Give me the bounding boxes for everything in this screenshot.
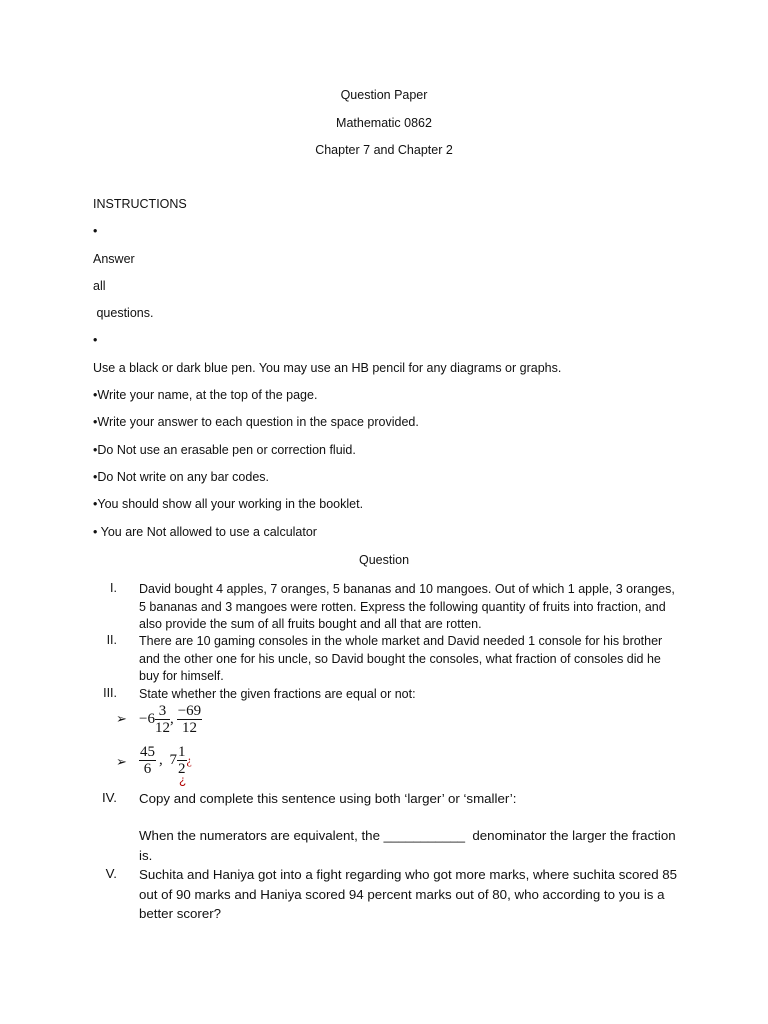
- question-text: There are 10 gaming consoles in the whole market and David needed 1 console for his brother and the other one for his uncle, so David bought the consoles, what fraction of consoles did he buy for himself.: [139, 634, 663, 683]
- section-title: Question: [358, 553, 410, 567]
- paper-chapters: Chapter 7 and Chapter 2: [315, 143, 453, 157]
- instruction-pen: Use a black or dark blue pen. You may use an HB pencil for any diagrams or graphs.: [93, 361, 562, 375]
- denominator: 12: [181, 720, 197, 736]
- numerator: 45: [140, 744, 155, 760]
- paper-subject: Mathematic 0862: [336, 116, 432, 130]
- paper-title: Question Paper: [340, 88, 428, 102]
- comma: ,: [169, 710, 174, 727]
- fraction: [155, 703, 170, 736]
- fraction-pair-1: [139, 703, 202, 736]
- instruction-calculator: • You are Not allowed to use a calculator: [93, 525, 317, 539]
- mixed-whole: −6: [139, 710, 155, 727]
- question-text: State whether the given fractions are equal or not:: [139, 687, 416, 701]
- arrow-bullet-icon: ➢: [116, 754, 127, 769]
- denominator: 12: [154, 720, 170, 736]
- instruction-barcodes: •Do Not write on any bar codes.: [93, 470, 269, 484]
- stray-mark: ¿: [186, 752, 192, 767]
- numerator: −69: [177, 703, 202, 719]
- instruction-all-word: all: [93, 279, 106, 293]
- question-sentence: When the numerators are equivalent, the ___________ denominator the larger the fraction is.: [139, 828, 680, 863]
- instruction-space: •Write your answer to each question in the space provided.: [93, 415, 419, 429]
- denominator: 6: [143, 761, 152, 777]
- instruction-bullet-2: •: [93, 333, 98, 347]
- numerator: 3: [155, 703, 170, 720]
- comma: ,: [159, 751, 163, 768]
- question-text: David bought 4 apples, 7 oranges, 5 bananas and 10 mangoes. Out of which 1 apple, 3 oranges, 5 bananas and 3 mangoes were rotten. Express the following quantity of fruits into fraction, and also provide the sum of all fruits bought and all that are rotten.: [139, 582, 675, 631]
- question-number: III.: [103, 686, 117, 700]
- instruction-questions-word: questions.: [93, 306, 154, 320]
- arrow-bullet-icon: ➢: [116, 711, 127, 726]
- fraction: [139, 744, 156, 777]
- question-text: Suchita and Haniya got into a fight regarding who got more marks, where suchita scored 85 out of 90 marks and Haniya scored 94 percent marks out of 80, who according to you is a better scorer?: [139, 867, 678, 921]
- question-number: II.: [106, 633, 117, 647]
- instruction-name: •Write your name, at the top of the page.: [93, 388, 318, 402]
- instruction-working: •You should show all your working in the booklet.: [93, 497, 364, 511]
- stray-mark-below: ¿: [179, 773, 187, 787]
- question-number: V.: [105, 866, 117, 881]
- instruction-answer-word: Answer: [93, 252, 135, 266]
- question-text: Copy and complete this sentence using both ‘larger’ or ‘smaller’:: [139, 791, 517, 806]
- instruction-bullet-1: •: [93, 224, 98, 238]
- mixed-whole: 7: [169, 751, 177, 768]
- question-number: IV.: [101, 790, 117, 805]
- instruction-erasable: •Do Not use an erasable pen or correction fluid.: [93, 443, 356, 457]
- denominator: 2: [178, 761, 186, 777]
- instructions-heading: INSTRUCTIONS: [93, 197, 187, 211]
- fraction: [177, 703, 202, 736]
- numerator: 1: [178, 744, 186, 760]
- question-number: I.: [110, 581, 117, 595]
